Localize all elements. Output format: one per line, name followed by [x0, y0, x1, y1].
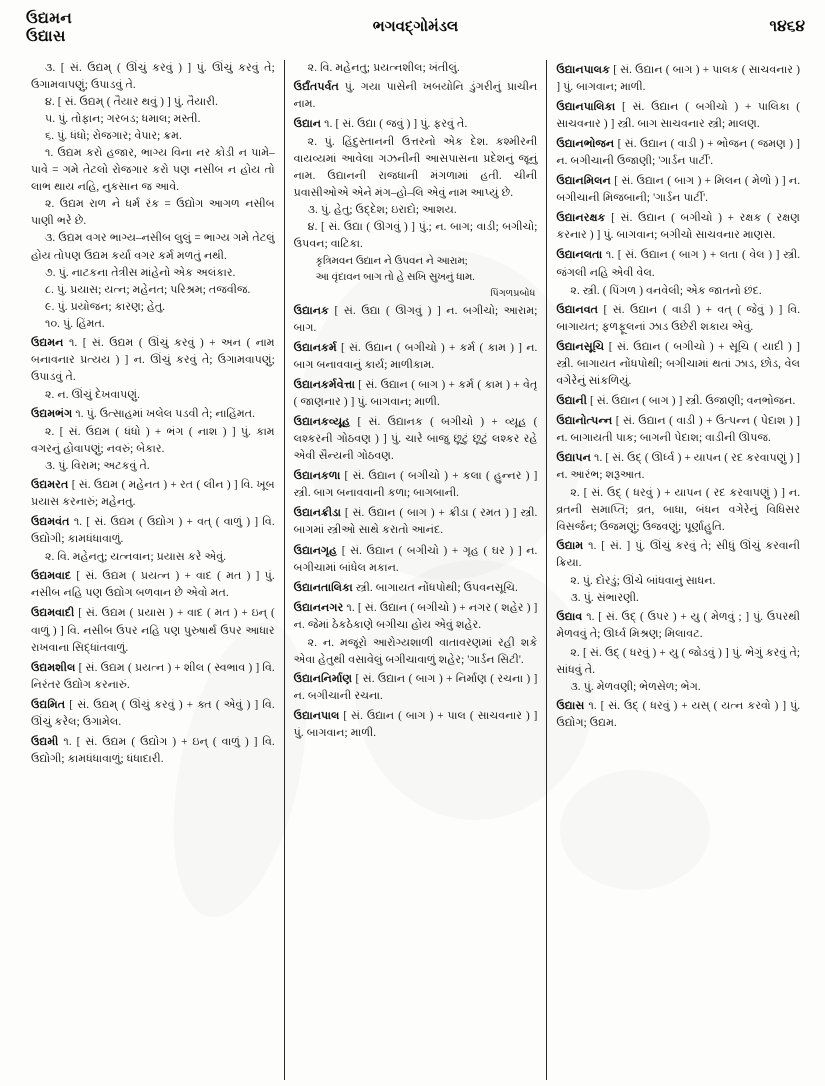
- entry-definition: [ સં. ઉદ્યાન ( વાડી ) + ભોજન ( જમણ ) ] ન. બગીચાની ઉજાણી; 'ગાર્ડન પાર્ટી'.: [556, 138, 801, 168]
- entry-headword[interactable]: ઉદ્યાનવત: [556, 303, 599, 316]
- entry-definition: [ સં. ઉદ્યાન ( બગીચો ) + સૂચિ ( યાદી ) ] સ્ત્રી. બાગાયત નોંધપોથી; બગીચામાં થતાં ઝાડ, છોડ, વેલ વગેરેનું સાંકળિયું.: [556, 340, 801, 387]
- entry-headword[interactable]: ઉદ્યાનભોજન: [556, 138, 615, 151]
- entry-sense: ૩. પું. હેતુ; ઉદ્દેશ; ઇરાદો; આશય.: [307, 204, 457, 217]
- entry-sense: ૧૦. પું. હિંમત.: [45, 317, 105, 330]
- entry-sense: ૨. ઉદ્યમ રાળ ને ધર્મ રંક = ઉદ્યોગ આગળ નસીબ પાણી ભરે છે.: [31, 198, 275, 228]
- entry-definition: [ સં. ઉદ્યમ ( પ્રયત્ન ) + શીલ ( સ્વભાવ ) ] વિ. નિરંતર ઉદ્યોગ કરનારું.: [31, 661, 275, 691]
- entry-definition: [ સં. ઉદ્યાન ( વાડી ) + ઉત્પન્ન ( પેદાશ ) ] ન. બાગાયતી પાક; બાગની પેદાશ; વાડીની ઊપજ.: [556, 414, 801, 444]
- dictionary-entry: [294, 340, 538, 374]
- entry-headword[interactable]: ઉદ્યાનોત્પન્ન: [556, 414, 613, 427]
- dictionary-entry: [556, 62, 800, 96]
- column-2: [284, 60, 547, 1080]
- entry-definition: [ સં. ઉદ્યાન ( બાગ ) + પાલક ( સાચવનાર ) ] પું. બાગવાન; માળી.: [556, 64, 801, 94]
- entry-definition: [ સં. ઉદ્યાન ( બાગ ) + ક્રીડા ( રમત ) ] સ્ત્રી. બાગમાં સ્ત્રીઓ સાથે કરાતો આનંદ.: [293, 507, 538, 537]
- dictionary-entry: [31, 568, 275, 602]
- quotation-source: પિંગળપ્રબોધ: [490, 287, 536, 299]
- dictionary-entry: [31, 697, 275, 731]
- entry-headword[interactable]: ઉદ્યાની: [556, 394, 587, 407]
- entry-definition: ૧. પું. ઉત્સાહમાં ખલેલ પડવી તે; નાહિંમત.: [72, 407, 255, 420]
- entry-sense: ૨. [ સં. ઉદ્યમ ( ધંધો ) + ભંગ ( નાશ ) ] પું. કામ વગરનું હોવાપણું; નવરું; બેકાર.: [31, 425, 275, 456]
- entry-headword[interactable]: ઉદ્યાનમિલન: [556, 175, 611, 188]
- entry-headword[interactable]: ઉદ્યમશીલ: [31, 661, 76, 674]
- dictionary-entry: [31, 734, 275, 768]
- page-header: [26, 10, 805, 56]
- entry-definition: [ સં. ઉદ્યમ ( પ્રયત્ન ) + વાદ ( મત ) ] પું. નસીબ નહિ પણ ઉદ્યોગ બળવાન છે એવો મત.: [31, 570, 275, 600]
- verse-quotation-line: આ વૃંદાવન બાગ તો હે સખિ સુખનું ધામ.: [315, 271, 475, 283]
- entry-sense: ૨. ન. મજૂરો આરોગ્યશાળી વાતાવરણમાં રહી શકે એવા હેતુથી વસાવેલું બગીચાવાળું શહેર; 'ગાર્ડન સિટી'.: [293, 636, 538, 666]
- entry-sense: ૩. ઉદ્યમ વગર ભાગ્ય–નસીબ લુલું = ભાગ્ય ગમે તેટલું હોય તોપણ ઉદ્યમ કર્યા વગર કર્મ મળતું નથી.: [31, 232, 275, 262]
- entry-definition: ૧. [ સં. ઉદ્યમ ( ઊંચું કરવું ) + અન ( નામ બનાવનાર પ્રત્યય ) ] ન. ઊંચું કરવું તે; ઉગામવાપણું; ઉપાડવું તે.: [31, 336, 275, 383]
- entry-headword[interactable]: ઉદ્યાનલતા: [556, 249, 603, 262]
- entry-definition: પું. ગયા પાસેની ખબયોનિ ડુંગરીનું પ્રાચીન નામ.: [293, 81, 538, 111]
- book-title: ભગવદ્ગોમંડલ: [372, 19, 459, 35]
- dictionary-entry: [556, 173, 800, 207]
- entry-headword[interactable]: ઉદ્યાનકર્મવેત્તા: [293, 379, 355, 392]
- entry-sense: ૩. પું. વિરામ; અટકવું તે.: [45, 460, 150, 473]
- dictionary-entry: [294, 580, 538, 597]
- entry-definition: ૧. [ સં. ઉદ્ ( ઊર્ધ્વ ) + યાપન ( રદ કરવાપણું ) ] ન. આરંભ; શરૂઆત.: [556, 451, 801, 482]
- entry-headword[interactable]: ઉદ્યમિત: [31, 698, 66, 711]
- entry-sense: ૩. [ સં. ઉદ્યમ્ ( ઊંચું કરવું ) ] પું. ઊંચું કરવું તે; ઉગામવાપણું; ઉપાડવું તે.: [31, 62, 275, 92]
- verse-quotation-line: કૃત્રિમવન ઉદ્યાન ને ઉપવન ને આરામ;: [315, 255, 468, 267]
- entry-definition: ૧. [ સં. ઉદ્યમ ( ઉદ્યોગ ) + ઇન્ ( વાળું ) ] વિ. ઉદ્યોગી; કામધંધાવાળું; ધંધાદારી.: [31, 735, 275, 765]
- dictionary-entry: [294, 671, 538, 705]
- dictionary-entry: [556, 450, 800, 484]
- entry-definition: [ સં. ઉદ્યમ ( પ્રયાસ ) + વાદ ( મત ) + ઇન્ ( વાળું ) ] વિ. નસીબ ઉપર નહિ પણ પુરુષાર્થ ઉપર આધાર રાખવાના સિદ્ધાંતવાળું.: [31, 607, 275, 654]
- dictionary-entry: [31, 406, 275, 423]
- entry-definition: ૧. [ સં. ઉદ્યાન ( બાગ ) + લતા ( વેલ ) ] સ્ત્રી. જંગલી નહિ એવી વેલ.: [556, 249, 801, 279]
- entry-headword[interactable]: ઉદ્યાનગૃહ: [293, 544, 338, 557]
- entry-sense: ૨. પું. દોરડું; ઊંચે બાંધવાનું સાધન.: [570, 575, 716, 588]
- dictionary-entry: [556, 413, 800, 447]
- dictionary-entry: [556, 339, 800, 390]
- dictionary-entry: [556, 302, 800, 336]
- dictionary-entry: [556, 99, 800, 133]
- entry-sense: ૨. સ્ત્રી. ( પિંગળ ) વનવેલી; એક જાતનો છંદ.: [570, 284, 762, 297]
- column-1: [22, 60, 284, 1080]
- entry-definition: [ સં. ઉદ્યાન ( બાગ ) + પાલ ( સાચવનાર ) ] પું. બાગવાન; માળી.: [293, 709, 538, 739]
- entry-definition: [ સં. ઉદ્યમ ( મહેનત ) + રત ( લીન ) ] વિ. ખૂબ પ્રયાસ કરનારું; મહેનતુ.: [31, 479, 275, 509]
- dictionary-entry: [294, 414, 538, 465]
- entry-headword[interactable]: ઉદ્યમવંત: [31, 516, 70, 529]
- entry-headword[interactable]: ઉદ્યામ: [556, 540, 584, 553]
- entry-headword[interactable]: ઉર્દ્યંતપર્વત: [293, 81, 339, 94]
- entry-headword[interactable]: ઉદ્યાનસૂચિ: [556, 340, 605, 353]
- entry-definition: [ સં. ઉદ્યમ્ ( ઊંચું કરવું ) + ક્ત ( એવું ) ] વિ. ઊંચું કરેલ; ઉગામેલ.: [31, 698, 275, 728]
- dictionary-entry: [556, 393, 800, 410]
- entry-definition: ૧. [ સં. ઉદ્યમ ( ઉદ્યોગ ) + વત્ ( વાળું ) ] વિ. ઉદ્યોગી; કામધંધાવાળું.: [31, 516, 275, 546]
- entry-headword[interactable]: ઉદ્યમવાદ: [31, 570, 72, 583]
- column-3: [546, 60, 809, 1080]
- entry-sense: ૩. પું. સંભારણી.: [570, 592, 639, 605]
- entry-sense: ૨. વિ. મહેનતુ; યત્નવાન; પ્રયાસ કરે એવું.: [45, 551, 227, 564]
- dictionary-entry: [31, 660, 275, 694]
- dictionary-entry: [31, 514, 275, 548]
- dictionary-entry: [556, 247, 800, 281]
- entry-definition: સ્ત્રી. બાગાયત નોંધપોથી; ઉપવનસૂચિ.: [352, 581, 518, 594]
- entry-headword[interactable]: ઉદ્યમવાદી: [31, 607, 75, 620]
- dictionary-entry: [31, 477, 275, 511]
- entry-definition: [ સં. ઉદ્યાન ( બાગ ) + નિર્માણ ( રચના ) ] ન. બગીચાની રચના.: [293, 672, 538, 702]
- entry-definition: [ સં. ઉદ્યાન ( બગીચો ) + કલા ( હુન્નર ) ] સ્ત્રી. બાગ બનાવવાની કળા; બાગબાની.: [293, 470, 538, 500]
- dictionary-entry: [294, 116, 538, 133]
- entry-definition: [ સં. ઉદ્યાન ( બાગ ) + મિલન ( મેળો ) ] ન. બગીચાની મિજબાની; 'ગાર્ડન પાર્ટી'.: [556, 175, 801, 205]
- entry-headword[interactable]: ઉદ્યાનપાલિકા: [556, 101, 616, 114]
- entry-headword[interactable]: ઉદ્યાનક: [293, 304, 329, 317]
- entry-sense: ૨. [ સં. ઉદ્ ( ધરવું ) + યાપન ( રદ કરવાપણું ) ] ન. વ્રતની સમાપ્તિ; વ્રત, બાધા, બંધન વગેરેનું વિધિસર વિસર્જન; ઉજમણું; ઉજવણું; પૂર્ણાહુતિ.: [556, 487, 801, 534]
- entry-headword[interactable]: ઉદ્યમન: [31, 336, 64, 349]
- entry-headword[interactable]: ઉદ્યાનપાલક: [556, 64, 610, 76]
- dictionary-entry: [31, 335, 275, 386]
- entry-headword[interactable]: ઉદ્યાનપાલ: [293, 709, 340, 722]
- column-2-body: [294, 60, 538, 742]
- dictionary-entry: [556, 609, 800, 643]
- entry-sense: ૨. પું. હિંદુસ્તાનની ઉત્તરનો એક દેશ. કશ્મીરની વાયવ્યમાં આવેલા ગઝનીની આસપાસના પ્રદેશનું જૂનું નામ. ઉદ્યાનની રાજધાની મંગળામાં હતી. ચીની પ્રવાસીઓએ એને મંગ–હો–લિ એવું નામ આપ્યું છે.: [293, 136, 538, 200]
- dictionary-entry: [556, 698, 800, 732]
- dictionary-entry: [556, 136, 800, 170]
- column-3-body: [556, 60, 800, 732]
- dictionary-entry: [294, 79, 538, 113]
- entry-sense: ૨. ન. ઊંચું દેખવાપણું.: [45, 388, 140, 401]
- entry-definition: [ સં. ઉદ્યાન ( વાડી ) + વત્ ( જેવું ) ] વિ. બાગાયત; ફળફૂલનાં ઝાડ ઉછેરી શકાય એવું.: [556, 303, 801, 333]
- entry-sense: ૫. પું. તોફાન; ગરબડ; ધમાલ; મસ્તી.: [45, 113, 201, 126]
- entry-headword[interactable]: ઉદ્યમરત: [31, 479, 69, 492]
- entry-definition: [ સં. ઉદ્યાન ( બગીચો ) + કર્મ ( કામ ) ] ન. બાગ બનાવવાનું કાર્ય; માળીકામ.: [293, 342, 538, 372]
- entry-headword[interactable]: ઉદ્યાનક્રીડા: [293, 507, 341, 520]
- page-number: ૧૪૬૪: [769, 18, 805, 35]
- entry-sense: ૬. પું. ધંધો; રોજગાર; વેપાર; ક્રમ.: [45, 130, 182, 143]
- entry-sense: ૭. પું. નાટકના તેત્રીસ માંહેનો એક અલંકાર.: [45, 266, 236, 279]
- column-container: [22, 60, 809, 1080]
- dictionary-entry: [294, 708, 538, 742]
- entry-definition: [ સં. ઉદ્યાન ( બાગ ) + કર્મ ( કામ ) + વેતૃ ( જાણનાર ) ] પું. બાગવાન; માળી.: [293, 379, 538, 409]
- dictionary-entry: [294, 505, 538, 539]
- entry-headword[interactable]: ઉદ્યાનકર્મ: [293, 342, 337, 355]
- entry-definition: [ સં. ઉદ્યાન ( બગીચો ) + રક્ષક ( રક્ષણ કરનાર ) ] પું. બાગવાન; બગીચો સાચવનાર માણસ.: [556, 212, 801, 242]
- entry-sense: ૨. વિ. મહેનતુ; પ્રયત્નશીલ; ખંતીલું.: [307, 62, 460, 74]
- entry-sense: ૪. [ સં. ઉદ્યા ( ઊગવું ) ] પું.; ન. બાગ; વાડી; બગીચો; ઉપવન; વાટિકા.: [293, 221, 538, 251]
- entry-headword[interactable]: ઉદ્યાનકવ્યૂહ: [293, 416, 351, 429]
- entry-definition: [ સં. ઉદ્યાન ( બાગ ) ] સ્ત્રી. ઉજાણી; વનભોજન.: [586, 394, 796, 407]
- entry-definition: ૧. [ સં. ઉદ્ ( ધરવું ) + યસ્ ( યત્ન કરવો ) ] પું. ઉદ્યોગ; ઉદ્યમ.: [556, 699, 801, 729]
- entry-headword[interactable]: ઉદ્યાપન: [556, 451, 591, 464]
- entry-sense: ૩. પું. મેળવણી; ભેળસેળ; ભેગ.: [570, 680, 701, 693]
- column-1-body: [31, 60, 275, 768]
- dictionary-entry: [556, 538, 800, 572]
- entry-headword[interactable]: ઉદ્યાનતાલિકા: [293, 581, 353, 594]
- entry-headword[interactable]: ઉદ્યાનકળા: [293, 470, 341, 483]
- entry-definition: ૧. [ સં. ઉદ્યાન ( બગીચો ) + નગર ( શહેર ) ] ન. જેમાં ઠેકઠેકાણે બગીચા હોય એવું શહેર.: [293, 601, 538, 631]
- entry-sense: ૧. ઉદ્યમ કરો હજાર, ભાગ્ય વિના નર કોડી ન પામે–પાવે = ગમે તેટલો રોજગાર કરો પણ નસીબ ન હોય તો લાભ થાય નહિ, નુકસાન જ આવે.: [31, 147, 275, 194]
- entry-definition: [ સં. ઉદ્યાન ( બગીચો ) + ગૃહ ( ઘર ) ] ન. બગીચામાં બાંધેલ મકાન.: [293, 544, 538, 574]
- dictionary-entry: [294, 303, 538, 337]
- dictionary-entry: [556, 210, 800, 244]
- entry-headword[interactable]: ઉદ્યાસ: [556, 699, 585, 712]
- dictionary-entry: [294, 377, 538, 411]
- dictionary-entry: [294, 468, 538, 502]
- entry-sense: ૮. પું. પ્રયાસ; યત્ન; મહેનત; પરિશ્રમ; તજવીજ.: [45, 283, 251, 296]
- entry-headword[interactable]: ઉદ્યમી: [31, 735, 59, 748]
- entry-headword[interactable]: ઉદ્યાન: [293, 118, 322, 131]
- entry-headword[interactable]: ઉદ્યાવ: [556, 611, 583, 624]
- entry-headword[interactable]: ઉદ્યમભંગ: [31, 407, 73, 420]
- entry-sense: ૯. પું. પ્રયોજન; કારણ; હેતુ.: [45, 300, 166, 313]
- entry-definition: ૧. [ સં. ઉદ્યા ( જવું ) ] પું. ફરવું તે.: [321, 118, 468, 131]
- entry-sense: ૪. [ સં. ઉદ્યમ્ ( તૈયાર થવું ) ] પું. તૈયારી.: [45, 96, 218, 109]
- dictionary-entry: [294, 600, 538, 634]
- entry-sense: ૨. [ સં. ઉદ્ ( ધરવું ) + યુ ( જોડવું ) ] પું. ભેગું કરવું તે; સાંધવું તે.: [556, 646, 801, 676]
- entry-definition: ૧. [ સં. ઉદ્ ( ઉપર ) + યુ ( મેળવું ; ] પું. ઉપરથી મેળવવું તે; ઊર્ધ્વ મિશ્રણ; મિલાવટ.: [556, 611, 801, 641]
- entry-headword[interactable]: ઉદ્યાનનિર્માણ: [293, 672, 353, 685]
- dictionary-entry: [31, 605, 275, 656]
- entry-definition: [ સં. ઉદ્યા ( ઊગવું ) ] ન. બગીચો; આરામ; બાગ.: [293, 304, 538, 334]
- running-head-last-entry: ઉદ્યાસ: [26, 28, 66, 46]
- entry-definition: ૧. [ સં. ] પું. ઊંચું કરવું તે; સીધું ઊંચું કરવાની ક્રિયા.: [556, 540, 801, 570]
- dictionary-entry: [294, 543, 538, 577]
- entry-headword[interactable]: ઉદ્યાનરક્ષક: [556, 212, 606, 225]
- entry-headword[interactable]: ઉદ્યાનનગર: [293, 601, 344, 614]
- entry-definition: [ સં. ઉદ્યાનક ( બગીચો ) + વ્યૂહ ( લશ્કરની ગોઠવણ ) ] પું. ચારે બાજુ છૂટું છૂટું લશ્કર રહે એવી સૈન્યની ગોઠવણ.: [293, 416, 538, 463]
- running-head-first-entry: ઉદ્યમન: [26, 10, 72, 27]
- entry-definition: [ સં. ઉદ્યાન ( બગીચો ) + પાલિકા ( સાચવનાર ) ] સ્ત્રી. બાગ સાચવનાર સ્ત્રી; માલણ.: [556, 101, 801, 131]
